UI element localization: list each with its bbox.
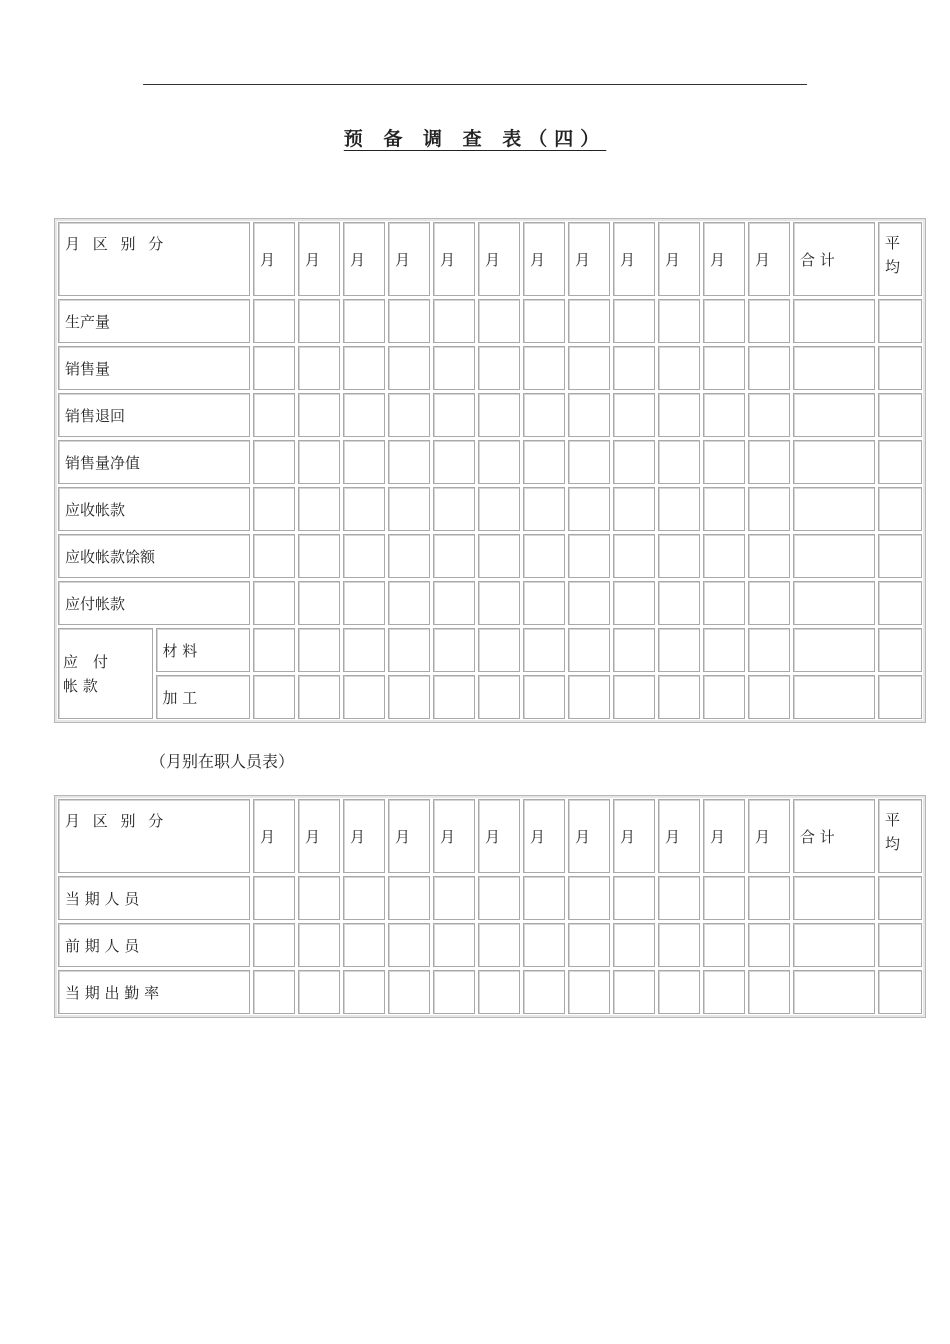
data-cell[interactable] [388, 876, 430, 920]
data-cell[interactable] [433, 970, 475, 1014]
data-cell[interactable] [793, 534, 875, 578]
data-cell[interactable] [568, 346, 610, 390]
data-cell[interactable] [613, 346, 655, 390]
data-cell[interactable] [253, 923, 295, 967]
data-cell[interactable] [793, 346, 875, 390]
data-cell[interactable] [793, 675, 875, 719]
data-cell[interactable] [523, 675, 565, 719]
row-label: 销售量 [58, 346, 250, 390]
data-cell[interactable] [703, 393, 745, 437]
month-header: 月 [478, 222, 520, 296]
table-header-row [58, 222, 922, 296]
data-cell[interactable] [343, 346, 385, 390]
data-cell[interactable] [613, 299, 655, 343]
data-cell[interactable] [613, 487, 655, 531]
data-cell[interactable] [343, 923, 385, 967]
data-cell[interactable] [878, 970, 922, 1014]
table-row [58, 970, 922, 1014]
data-cell[interactable] [793, 487, 875, 531]
data-cell[interactable] [568, 299, 610, 343]
data-cell[interactable] [878, 346, 922, 390]
data-cell[interactable] [253, 440, 295, 484]
month-header: 月 [748, 222, 790, 296]
data-cell[interactable] [253, 487, 295, 531]
data-cell[interactable] [878, 440, 922, 484]
data-cell[interactable] [523, 876, 565, 920]
data-cell[interactable] [388, 970, 430, 1014]
row-label: 应收帐款馀额 [58, 534, 250, 578]
table-row [58, 534, 922, 578]
table-caption: （月别在职人员表） [150, 752, 295, 771]
month-header: 月 [613, 222, 655, 296]
data-cell[interactable] [748, 923, 790, 967]
data-cell[interactable] [478, 534, 520, 578]
table-row [58, 299, 922, 343]
data-cell[interactable] [613, 876, 655, 920]
row-label: 前 期 人 员 [58, 923, 250, 967]
data-cell[interactable] [478, 393, 520, 437]
data-cell[interactable] [433, 876, 475, 920]
data-cell[interactable] [613, 923, 655, 967]
data-cell[interactable] [478, 970, 520, 1014]
data-cell[interactable] [658, 299, 700, 343]
data-cell[interactable] [703, 299, 745, 343]
month-header: 月 [613, 799, 655, 873]
table-row [58, 675, 922, 719]
data-cell[interactable] [703, 440, 745, 484]
data-cell[interactable] [478, 675, 520, 719]
data-cell[interactable] [748, 675, 790, 719]
data-cell[interactable] [613, 534, 655, 578]
data-cell[interactable] [748, 440, 790, 484]
month-header: 月 [703, 222, 745, 296]
data-cell[interactable] [613, 675, 655, 719]
data-cell[interactable] [253, 628, 295, 672]
month-header: 月 [748, 799, 790, 873]
data-cell[interactable] [388, 923, 430, 967]
data-cell[interactable] [433, 346, 475, 390]
data-cell[interactable] [388, 346, 430, 390]
table-row [58, 628, 922, 672]
data-cell[interactable] [793, 923, 875, 967]
row-label: 销售量净值 [58, 440, 250, 484]
month-header: 月 [568, 799, 610, 873]
table-row [58, 923, 922, 967]
table-row [58, 440, 922, 484]
month-header: 月 [568, 222, 610, 296]
data-cell[interactable] [433, 628, 475, 672]
data-cell[interactable] [298, 675, 340, 719]
data-cell[interactable] [523, 923, 565, 967]
data-cell[interactable] [568, 393, 610, 437]
data-cell[interactable] [478, 299, 520, 343]
top-rule [143, 84, 807, 85]
data-cell[interactable] [613, 628, 655, 672]
data-cell[interactable] [343, 299, 385, 343]
data-cell[interactable] [748, 346, 790, 390]
data-cell[interactable] [793, 440, 875, 484]
data-cell[interactable] [523, 970, 565, 1014]
data-cell[interactable] [253, 675, 295, 719]
data-cell[interactable] [793, 581, 875, 625]
data-cell[interactable] [568, 675, 610, 719]
data-cell[interactable] [658, 675, 700, 719]
month-header: 月 [298, 222, 340, 296]
data-cell[interactable] [568, 487, 610, 531]
data-cell[interactable] [343, 970, 385, 1014]
data-cell[interactable] [433, 581, 475, 625]
data-cell[interactable] [658, 923, 700, 967]
data-cell[interactable] [478, 923, 520, 967]
data-cell[interactable] [703, 970, 745, 1014]
page-title: 预 备 调 查 表（四） [343, 128, 607, 150]
data-cell[interactable] [433, 440, 475, 484]
month-header: 月 [388, 222, 430, 296]
data-cell[interactable] [658, 346, 700, 390]
table-header-row [58, 799, 922, 873]
data-cell[interactable] [388, 628, 430, 672]
data-cell[interactable] [298, 628, 340, 672]
data-cell[interactable] [658, 876, 700, 920]
table-row [58, 876, 922, 920]
data-cell[interactable] [523, 534, 565, 578]
data-cell[interactable] [658, 581, 700, 625]
row-label: 应付帐款 [58, 581, 250, 625]
data-cell[interactable] [343, 440, 385, 484]
data-cell[interactable] [343, 581, 385, 625]
data-cell[interactable] [568, 970, 610, 1014]
data-cell[interactable] [878, 675, 922, 719]
data-cell[interactable] [658, 440, 700, 484]
data-cell[interactable] [433, 534, 475, 578]
month-header: 月 [343, 799, 385, 873]
data-cell[interactable] [523, 393, 565, 437]
month-header: 月 [433, 222, 475, 296]
data-cell[interactable] [253, 970, 295, 1014]
data-cell[interactable] [298, 299, 340, 343]
data-cell[interactable] [253, 299, 295, 343]
data-cell[interactable] [298, 346, 340, 390]
data-cell[interactable] [703, 534, 745, 578]
data-cell[interactable] [793, 970, 875, 1014]
data-cell[interactable] [658, 534, 700, 578]
data-cell[interactable] [878, 299, 922, 343]
data-cell[interactable] [298, 534, 340, 578]
month-header: 月 [658, 799, 700, 873]
data-cell[interactable] [478, 628, 520, 672]
row-label: 销售退回 [58, 393, 250, 437]
data-cell[interactable] [748, 581, 790, 625]
data-cell[interactable] [748, 299, 790, 343]
data-cell[interactable] [703, 628, 745, 672]
month-header: 月 [523, 222, 565, 296]
group-label-payables: 应 付 帐 款 [58, 628, 153, 719]
data-cell[interactable] [703, 487, 745, 531]
data-cell[interactable] [253, 346, 295, 390]
data-cell[interactable] [523, 628, 565, 672]
data-cell[interactable] [388, 393, 430, 437]
data-cell[interactable] [613, 970, 655, 1014]
data-cell[interactable] [478, 346, 520, 390]
data-cell[interactable] [253, 581, 295, 625]
data-cell[interactable] [793, 628, 875, 672]
data-cell[interactable] [388, 487, 430, 531]
data-cell[interactable] [343, 534, 385, 578]
data-cell[interactable] [343, 675, 385, 719]
data-cell[interactable] [478, 440, 520, 484]
month-header: 月 [703, 799, 745, 873]
corner-header: 月 区 别 分 [58, 799, 250, 873]
data-cell[interactable] [388, 675, 430, 719]
data-cell[interactable] [878, 628, 922, 672]
data-cell[interactable] [523, 487, 565, 531]
data-cell[interactable] [878, 876, 922, 920]
data-cell[interactable] [658, 487, 700, 531]
average-header: 平 均 [878, 799, 922, 873]
table-row [58, 346, 922, 390]
month-header: 月 [298, 799, 340, 873]
average-header: 平 均 [878, 222, 922, 296]
data-cell[interactable] [433, 923, 475, 967]
data-cell[interactable] [878, 487, 922, 531]
data-cell[interactable] [433, 393, 475, 437]
data-cell[interactable] [703, 923, 745, 967]
data-cell[interactable] [298, 876, 340, 920]
table-row [58, 393, 922, 437]
data-cell[interactable] [613, 581, 655, 625]
month-header: 月 [253, 799, 295, 873]
data-cell[interactable] [568, 581, 610, 625]
data-cell[interactable] [568, 440, 610, 484]
data-cell[interactable] [253, 534, 295, 578]
data-cell[interactable] [613, 440, 655, 484]
data-cell[interactable] [523, 581, 565, 625]
data-cell[interactable] [748, 393, 790, 437]
data-cell[interactable] [703, 581, 745, 625]
table-row [58, 487, 922, 531]
month-header: 月 [523, 799, 565, 873]
data-cell[interactable] [298, 487, 340, 531]
data-cell[interactable] [253, 393, 295, 437]
data-cell[interactable] [523, 440, 565, 484]
total-header: 合 计 [793, 222, 875, 296]
data-cell[interactable] [703, 346, 745, 390]
data-cell[interactable] [343, 876, 385, 920]
sub-row-label: 材 料 [156, 628, 251, 672]
data-cell[interactable] [343, 628, 385, 672]
row-label: 当 期 出 勤 率 [58, 970, 250, 1014]
month-header: 月 [433, 799, 475, 873]
data-cell[interactable] [388, 534, 430, 578]
data-cell[interactable] [298, 970, 340, 1014]
row-label: 生产量 [58, 299, 250, 343]
data-cell[interactable] [703, 675, 745, 719]
row-label: 应收帐款 [58, 487, 250, 531]
data-cell[interactable] [748, 534, 790, 578]
data-cell[interactable] [478, 487, 520, 531]
month-header: 月 [658, 222, 700, 296]
survey-table-production [54, 218, 926, 723]
data-cell[interactable] [748, 487, 790, 531]
data-cell[interactable] [298, 923, 340, 967]
data-cell[interactable] [568, 923, 610, 967]
data-cell[interactable] [878, 581, 922, 625]
sub-row-label: 加 工 [156, 675, 251, 719]
data-cell[interactable] [298, 581, 340, 625]
data-cell[interactable] [388, 440, 430, 484]
month-header: 月 [388, 799, 430, 873]
data-cell[interactable] [613, 393, 655, 437]
data-cell[interactable] [748, 628, 790, 672]
data-cell[interactable] [793, 299, 875, 343]
corner-header: 月 区 别 分 [58, 222, 250, 296]
month-header: 月 [253, 222, 295, 296]
data-cell[interactable] [478, 581, 520, 625]
data-cell[interactable] [523, 299, 565, 343]
data-cell[interactable] [478, 876, 520, 920]
data-cell[interactable] [878, 393, 922, 437]
data-cell[interactable] [433, 675, 475, 719]
data-cell[interactable] [388, 581, 430, 625]
data-cell[interactable] [343, 487, 385, 531]
data-cell[interactable] [658, 628, 700, 672]
data-cell[interactable] [703, 876, 745, 920]
data-cell[interactable] [658, 970, 700, 1014]
data-cell[interactable] [878, 923, 922, 967]
data-cell[interactable] [433, 299, 475, 343]
data-cell[interactable] [343, 393, 385, 437]
data-cell[interactable] [433, 487, 475, 531]
survey-table-staff [54, 795, 926, 1018]
total-header: 合 计 [793, 799, 875, 873]
data-cell[interactable] [658, 393, 700, 437]
data-cell[interactable] [793, 393, 875, 437]
data-cell[interactable] [253, 876, 295, 920]
data-cell[interactable] [388, 299, 430, 343]
data-cell[interactable] [298, 393, 340, 437]
data-cell[interactable] [523, 346, 565, 390]
data-cell[interactable] [748, 970, 790, 1014]
data-cell[interactable] [793, 876, 875, 920]
data-cell[interactable] [748, 876, 790, 920]
month-header: 月 [343, 222, 385, 296]
data-cell[interactable] [568, 876, 610, 920]
row-label: 当 期 人 员 [58, 876, 250, 920]
data-cell[interactable] [568, 628, 610, 672]
data-cell[interactable] [298, 440, 340, 484]
data-cell[interactable] [568, 534, 610, 578]
month-header: 月 [478, 799, 520, 873]
table-row [58, 581, 922, 625]
data-cell[interactable] [878, 534, 922, 578]
